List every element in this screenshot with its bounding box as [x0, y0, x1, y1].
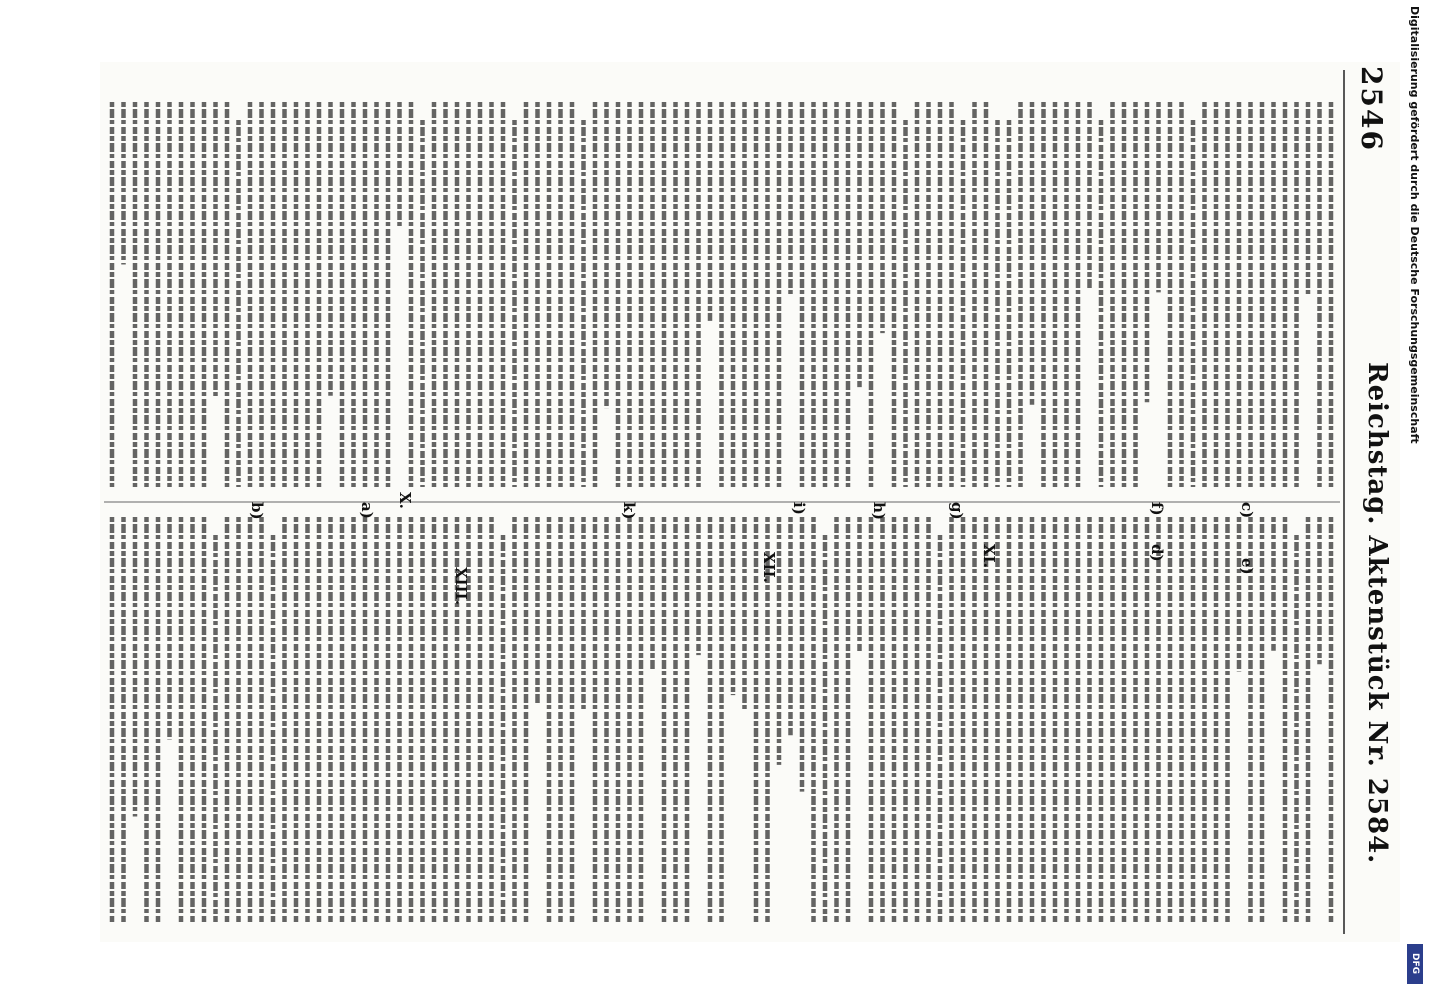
item-marker-a: a) — [358, 502, 376, 519]
item-marker-i: i) — [790, 502, 808, 515]
section-marker-xii: XII. — [760, 552, 778, 583]
dfg-logo-icon: DFG — [1407, 944, 1423, 984]
section-marker-xiii: XIII. — [452, 567, 470, 605]
text-body — [100, 62, 1400, 942]
section-marker-x: X. — [396, 492, 414, 509]
item-marker-d: d) — [1148, 544, 1166, 562]
item-marker-k: k) — [620, 502, 638, 520]
running-head: Reichstag. Aktenstück Nr. 2584. — [1362, 362, 1392, 865]
dfg-funding-note: Digitalisierung gefördert durch die Deutsche Forschungsgemeinschaft — [1408, 6, 1421, 444]
item-marker-f: f) — [1148, 502, 1166, 516]
page-number: 2546 — [1355, 66, 1388, 152]
item-marker-g: g) — [948, 502, 966, 520]
item-marker-c: c) — [1238, 502, 1256, 519]
item-marker-b: b) — [248, 502, 266, 520]
item-marker-h: h) — [870, 502, 888, 521]
text-lines — [100, 62, 1400, 942]
item-marker-e: e) — [1238, 558, 1256, 575]
section-marker-xi: XI. — [980, 544, 998, 568]
scanned-page — [100, 62, 1400, 942]
